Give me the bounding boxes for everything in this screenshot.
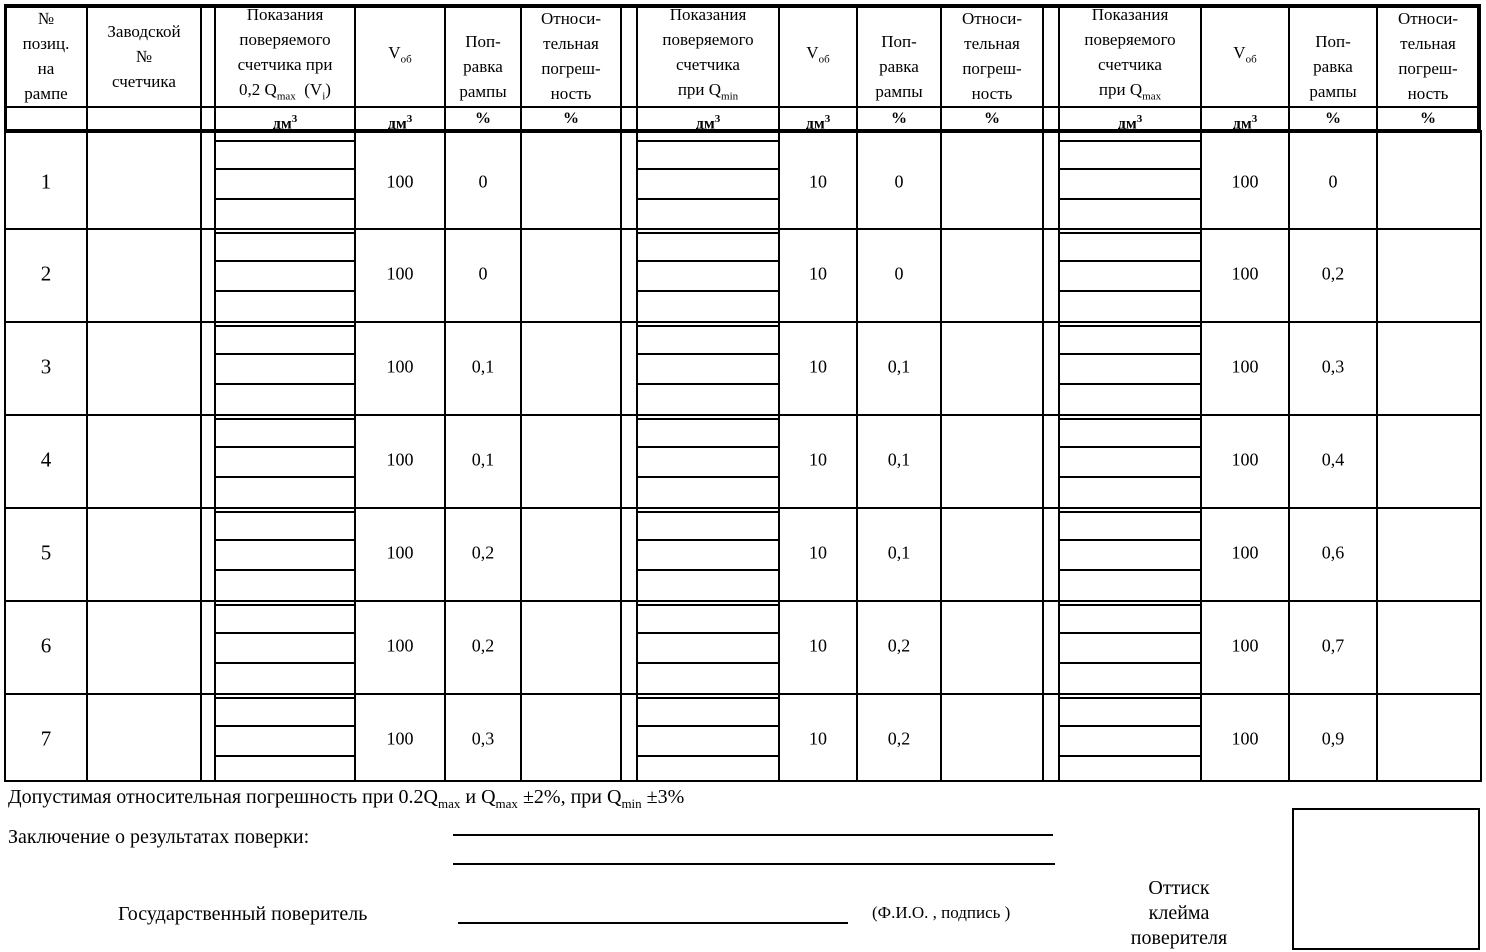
vob-1-cell: 100 <box>386 263 414 284</box>
correction-3-cell: 0,6 <box>1321 542 1345 563</box>
correction-1-cell: 0,3 <box>471 728 495 749</box>
reading-subline <box>216 260 354 262</box>
reading-subline <box>1060 539 1200 541</box>
unit-dm3-vob-3: $дм^3$ <box>1232 113 1258 133</box>
reading-subline <box>1060 290 1200 292</box>
reading-subline <box>216 569 354 571</box>
reading-subline <box>638 260 778 262</box>
vob-2-cell: 10 <box>809 263 827 284</box>
vob-2-cell: 10 <box>809 356 827 377</box>
header-reading-qmin: Показания поверяемого счетчика при $Q_{min}$ <box>662 5 754 103</box>
reading-subline <box>1060 168 1200 170</box>
reading-subline <box>1060 232 1200 234</box>
vob-3-cell: 100 <box>1231 542 1259 563</box>
row-line <box>4 507 1482 509</box>
reading-subline <box>1060 325 1200 327</box>
correction-1-cell: 0 <box>478 263 488 284</box>
correction-2-cell: 0,2 <box>887 728 911 749</box>
reading-subline <box>638 446 778 448</box>
reading-subline <box>638 697 778 699</box>
reading-subline <box>216 383 354 385</box>
reading-subline <box>638 632 778 634</box>
unit-dm3-vob-2: $дм^3$ <box>805 113 831 133</box>
verifier-label: Государственный поверитель <box>118 903 368 925</box>
reading-subline <box>1060 446 1200 448</box>
unit-percent-rel-2: % <box>984 110 1000 127</box>
reading-subline <box>216 511 354 513</box>
row-line <box>4 600 1482 602</box>
reading-subline <box>1060 353 1200 355</box>
correction-1-cell: 0,1 <box>471 449 495 470</box>
reading-subline <box>1060 418 1200 420</box>
correction-3-cell: 0,4 <box>1321 449 1345 470</box>
reading-subline <box>1060 198 1200 200</box>
stamp-label: Оттиск клейма поверителя <box>1130 877 1228 949</box>
reading-subline <box>1060 383 1200 385</box>
reading-subline <box>638 140 778 142</box>
column-line <box>620 4 622 780</box>
reading-subline <box>638 383 778 385</box>
correction-2-cell: 0 <box>894 263 904 284</box>
reading-subline <box>638 604 778 606</box>
unit-percent-rel-1: % <box>563 110 579 127</box>
column-line <box>1042 4 1044 780</box>
vob-2-cell: 10 <box>809 171 827 192</box>
correction-3-cell: 0 <box>1328 171 1338 192</box>
vob-1-cell: 100 <box>386 449 414 470</box>
reading-subline <box>638 198 778 200</box>
correction-2-cell: 0 <box>894 171 904 192</box>
reading-subline <box>638 539 778 541</box>
stamp-box <box>1292 808 1480 950</box>
reading-subline <box>216 662 354 664</box>
tolerance-note: Допустимая относительная погрешность при $0.2Q_{max}$ и $Q_{max} \pm 2\%$, при $Q_{min} \pm 3\%$ <box>8 786 685 811</box>
reading-subline <box>216 198 354 200</box>
unit-dm3-reading-1: $дм^3$ <box>272 113 298 133</box>
unit-dm3-vob-1: $дм^3$ <box>387 113 413 133</box>
reading-subline <box>638 232 778 234</box>
header-vob-1: $V_{об}$ <box>388 42 412 66</box>
reading-subline <box>638 511 778 513</box>
row-line <box>4 228 1482 230</box>
header-reading-02qmax: Показания поверяемого счетчика при 0,2 $Q_{max}$ $(V_i)$ <box>237 5 333 103</box>
reading-subline <box>638 476 778 478</box>
unit-percent-corr-2: % <box>891 110 907 127</box>
vob-1-cell: 100 <box>386 728 414 749</box>
header-correction-1: Поп- равка рампы <box>459 31 507 101</box>
vob-3-cell: 100 <box>1231 449 1259 470</box>
vob-1-cell: 100 <box>386 171 414 192</box>
header-serial-number: Заводской № счетчика <box>107 21 181 91</box>
vob-2-cell: 10 <box>809 542 827 563</box>
reading-subline <box>1060 569 1200 571</box>
row-line <box>4 321 1482 323</box>
reading-subline <box>216 418 354 420</box>
correction-3-cell: 0,2 <box>1321 263 1345 284</box>
correction-2-cell: 0,1 <box>887 542 911 563</box>
reading-subline <box>216 697 354 699</box>
header-vob-3: $V_{об}$ <box>1233 42 1257 66</box>
column-line <box>200 4 202 780</box>
reading-subline <box>638 725 778 727</box>
reading-subline <box>638 290 778 292</box>
correction-1-cell: 0,1 <box>471 356 495 377</box>
reading-subline <box>638 755 778 757</box>
conclusion-line-2[interactable] <box>453 863 1055 865</box>
header-reading-qmax: Показания поверяемого счетчика при $Q_{max}$ <box>1084 5 1176 103</box>
vob-1-cell: 100 <box>386 635 414 656</box>
position-cell: 3 <box>40 354 52 379</box>
vob-2-cell: 10 <box>809 635 827 656</box>
reading-subline <box>638 569 778 571</box>
vob-1-cell: 100 <box>386 356 414 377</box>
reading-subline <box>638 662 778 664</box>
correction-1-cell: 0,2 <box>471 542 495 563</box>
row-line <box>4 414 1482 416</box>
reading-subline <box>216 353 354 355</box>
vob-3-cell: 100 <box>1231 356 1259 377</box>
position-cell: 4 <box>40 447 52 472</box>
position-cell: 6 <box>40 633 52 658</box>
correction-2-cell: 0,1 <box>887 449 911 470</box>
reading-subline <box>638 353 778 355</box>
row-line <box>4 693 1482 695</box>
vob-3-cell: 100 <box>1231 728 1259 749</box>
correction-2-cell: 0,1 <box>887 356 911 377</box>
vob-3-cell: 100 <box>1231 635 1259 656</box>
reading-subline <box>216 632 354 634</box>
reading-subline <box>216 168 354 170</box>
reading-subline <box>216 140 354 142</box>
verifier-signature-line[interactable] <box>458 922 848 924</box>
reading-subline <box>216 476 354 478</box>
header-relative-error-3: Относи- тельная погреш- ность <box>1397 9 1459 103</box>
header-position: № позиц. на рампе <box>22 9 70 103</box>
reading-subline <box>216 446 354 448</box>
header-relative-error-2: Относи- тельная погреш- ность <box>961 9 1023 103</box>
signature-hint: (Ф.И.О. , подпись ) <box>872 903 1011 922</box>
body-bottom-border <box>4 780 1482 782</box>
reading-subline <box>216 604 354 606</box>
vob-2-cell: 10 <box>809 728 827 749</box>
correction-2-cell: 0,2 <box>887 635 911 656</box>
reading-subline <box>1060 725 1200 727</box>
vob-2-cell: 10 <box>809 449 827 470</box>
unit-dm3-reading-3: $дм^3$ <box>1117 113 1143 133</box>
reading-subline <box>1060 260 1200 262</box>
column-line <box>86 4 88 780</box>
correction-1-cell: 0,2 <box>471 635 495 656</box>
reading-subline <box>1060 604 1200 606</box>
conclusion-label: Заключение о результатах поверки: <box>8 826 310 848</box>
reading-subline <box>1060 662 1200 664</box>
conclusion-line-1[interactable] <box>453 834 1053 836</box>
reading-subline <box>216 539 354 541</box>
reading-subline <box>216 325 354 327</box>
reading-subline <box>1060 511 1200 513</box>
unit-dm3-reading-2: $дм^3$ <box>695 113 721 133</box>
header-correction-3: Поп- равка рампы <box>1309 31 1357 101</box>
unit-percent-corr-1: % <box>475 110 491 127</box>
reading-subline <box>216 725 354 727</box>
reading-subline <box>216 232 354 234</box>
reading-subline <box>638 325 778 327</box>
correction-3-cell: 0,9 <box>1321 728 1345 749</box>
header-vob-2: $V_{об}$ <box>806 42 830 66</box>
vob-3-cell: 100 <box>1231 263 1259 284</box>
header-correction-2: Поп- равка рампы <box>875 31 923 101</box>
reading-subline <box>216 755 354 757</box>
header-relative-error-1: Относи- тельная погреш- ность <box>540 9 602 103</box>
reading-subline <box>216 290 354 292</box>
unit-percent-rel-3: % <box>1420 110 1436 127</box>
reading-subline <box>1060 755 1200 757</box>
position-cell: 1 <box>40 169 52 194</box>
correction-3-cell: 0,7 <box>1321 635 1345 656</box>
position-cell: 2 <box>40 261 52 286</box>
reading-subline <box>1060 632 1200 634</box>
reading-subline <box>1060 697 1200 699</box>
vob-3-cell: 100 <box>1231 171 1259 192</box>
reading-subline <box>1060 140 1200 142</box>
reading-subline <box>638 418 778 420</box>
vob-1-cell: 100 <box>386 542 414 563</box>
correction-3-cell: 0,3 <box>1321 356 1345 377</box>
position-cell: 5 <box>40 540 52 565</box>
unit-percent-corr-3: % <box>1325 110 1341 127</box>
reading-subline <box>638 168 778 170</box>
reading-subline <box>1060 476 1200 478</box>
position-cell: 7 <box>40 726 52 751</box>
correction-1-cell: 0 <box>478 171 488 192</box>
